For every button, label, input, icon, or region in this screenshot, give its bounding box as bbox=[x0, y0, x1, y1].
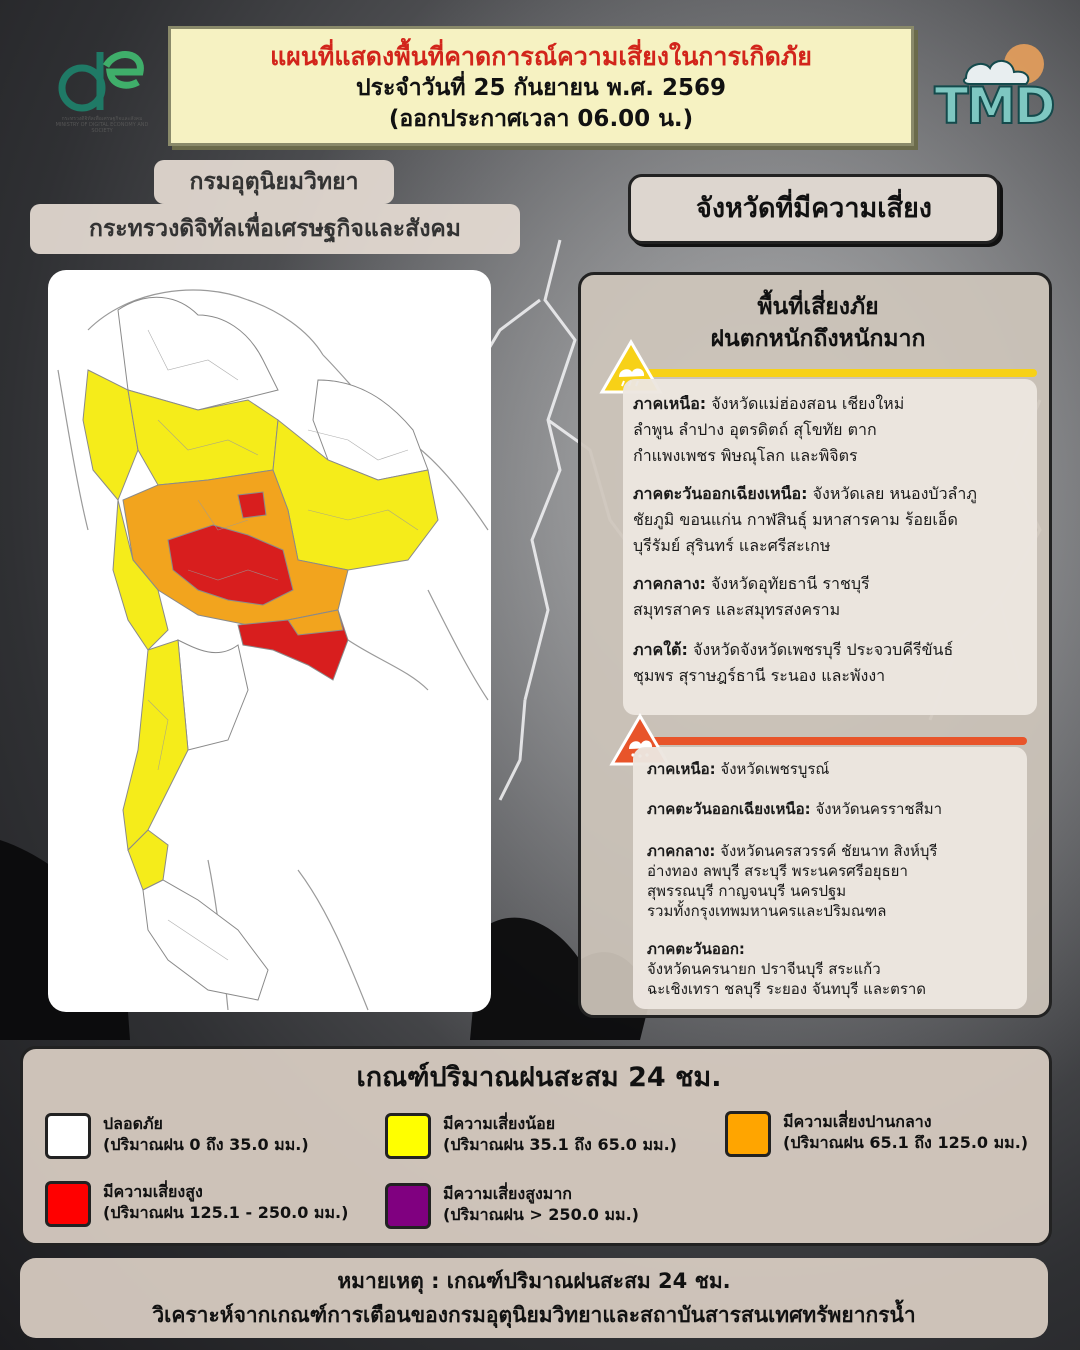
legend bbox=[20, 1046, 1052, 1246]
legend-swatch-very-high bbox=[385, 1183, 431, 1229]
low-region-1 bbox=[633, 481, 1033, 559]
ministry-logo-caption: กระทรวงดิจิทัลเพื่อเศรษฐกิจและสังคม MINISTRY OF DIGITAL ECONOMY AND SOCIETY bbox=[55, 116, 149, 134]
high-region-provinces: จังหวัดนครนายก ปราจีนบุรี สระแก้ว bbox=[647, 960, 881, 978]
low-region-provinces: จังหวัดอุทัยธานี ราชบุรี bbox=[711, 574, 870, 593]
low-region-provinces: จังหวัดแม่ฮ่องสอน เชียงใหม่ bbox=[711, 394, 905, 413]
high-region-provinces: สุพรรณบุรี กาญจนบุรี นครปฐม bbox=[647, 882, 847, 900]
low-region-name: ภาคใต้: bbox=[633, 640, 688, 659]
tmd-logo-text: TMD bbox=[934, 77, 1054, 135]
low-region-provinces: ชุมพร สุราษฎร์ธานี ระนอง และพังงา bbox=[633, 666, 886, 685]
footnote bbox=[20, 1258, 1048, 1338]
high-region-line bbox=[647, 799, 1047, 819]
low-region-provinces: จังหวัดเลย หนองบัวลำภู bbox=[812, 484, 977, 503]
high-region-2 bbox=[647, 841, 1047, 921]
low-region-name: ภาคเหนือ: bbox=[633, 394, 707, 413]
department-name: กรมอุตุนิยมวิทยา bbox=[154, 160, 394, 204]
legend-range-safe: (ปริมาณฝน 0 ถึง 35.0 มม.) bbox=[103, 1135, 309, 1154]
high-region-provinces: จังหวัดเพชรบูรณ์ bbox=[720, 760, 830, 778]
legend-range-moderate: (ปริมาณฝน 65.1 ถึง 125.0 มม.) bbox=[783, 1133, 1029, 1152]
high-region-line bbox=[647, 861, 1047, 881]
hazard-heading-line1: พื้นที่เสี่ยงภัย bbox=[757, 294, 879, 320]
high-risk-bar bbox=[641, 737, 1027, 745]
high-region-line bbox=[647, 881, 1047, 901]
high-region-name: ภาคตะวันออก: bbox=[647, 940, 745, 958]
header-title-box bbox=[168, 26, 914, 146]
de-logo-icon bbox=[52, 42, 152, 116]
low-region-name: ภาคตะวันออกเฉียงเหนือ: bbox=[633, 484, 808, 503]
low-region-line bbox=[633, 571, 1033, 597]
high-region-line bbox=[647, 901, 1047, 921]
high-region-line bbox=[647, 979, 1047, 999]
legend-label-high: มีความเสี่ยงสูง bbox=[103, 1182, 203, 1201]
risk-provinces-title: จังหวัดที่มีความเสี่ยง bbox=[628, 174, 1000, 244]
low-region-line bbox=[633, 417, 1033, 443]
low-region-provinces: กำแพงเพชร พิษณุโลก และพิจิตร bbox=[633, 446, 858, 465]
low-region-line bbox=[633, 443, 1033, 469]
low-region-line bbox=[633, 637, 1033, 663]
legend-title: เกณฑ์ปริมาณฝนสะสม 24 ชม. bbox=[356, 1062, 722, 1093]
high-region-provinces: จังหวัดนครราชสีมา bbox=[815, 800, 943, 818]
low-region-3 bbox=[633, 637, 1033, 689]
legend-range-very-high: (ปริมาณฝน > 250.0 มม.) bbox=[443, 1205, 639, 1224]
legend-label-low: มีความเสี่ยงน้อย bbox=[443, 1114, 556, 1133]
issue-time: (ออกประกาศเวลา 06.00 น.) bbox=[388, 106, 694, 132]
legend-swatch-low bbox=[385, 1113, 431, 1159]
legend-range-high: (ปริมาณฝน 125.1 - 250.0 มม.) bbox=[103, 1203, 349, 1222]
legend-label-moderate: มีความเสี่ยงปานกลาง bbox=[783, 1112, 932, 1131]
high-region-3 bbox=[647, 939, 1047, 999]
low-region-provinces: จังหวัดจังหวัดเพชรบุรี ประจวบคีรีขันธ์ bbox=[692, 640, 954, 659]
high-region-name: ภาคตะวันออกเฉียงเหนือ: bbox=[647, 800, 811, 818]
high-region-provinces: อ่างทอง ลพบุรี สระบุรี พระนครศรีอยุธยา bbox=[647, 862, 908, 880]
low-region-name: ภาคกลาง: bbox=[633, 574, 706, 593]
low-region-line bbox=[633, 507, 1033, 533]
high-region-line bbox=[647, 841, 1047, 861]
legend-label-very-high: มีความเสี่ยงสูงมาก bbox=[443, 1184, 572, 1203]
low-region-0 bbox=[633, 391, 1033, 469]
thailand-risk-map bbox=[48, 270, 491, 1012]
hazard-heading-line2: ฝนตกหนักถึงหนักมาก bbox=[710, 326, 926, 352]
hazard-panel bbox=[578, 272, 1052, 1018]
low-region-provinces: บุรีรัมย์ สุรินทร์ และศรีสะเกษ bbox=[633, 536, 831, 555]
low-region-provinces: สมุทรสาคร และสมุทรสงคราม bbox=[633, 600, 841, 619]
map-svg bbox=[48, 270, 491, 1012]
low-region-line bbox=[633, 533, 1033, 559]
high-region-provinces: รวมทั้งกรุงเทพมหานครและปริมณฑล bbox=[647, 902, 887, 920]
page-title: แผนที่แสดงพื้นที่คาดการณ์ความเสี่ยงในการเกิดภัย bbox=[270, 42, 812, 71]
legend-label-safe: ปลอดภัย bbox=[103, 1114, 163, 1133]
low-region-line bbox=[633, 597, 1033, 623]
low-region-line bbox=[633, 391, 1033, 417]
issue-date: ประจำวันที่ 25 กันยายน พ.ศ. 2569 bbox=[355, 75, 727, 101]
footnote-line1: หมายเหตุ : เกณฑ์ปริมาณฝนสะสม 24 ชม. bbox=[337, 1269, 731, 1293]
high-region-line bbox=[647, 959, 1047, 979]
ministry-logo bbox=[52, 42, 152, 138]
high-region-1 bbox=[647, 799, 1047, 819]
low-risk-bar bbox=[641, 369, 1037, 377]
thailand-provinces bbox=[83, 297, 438, 1000]
low-region-line bbox=[633, 663, 1033, 689]
high-region-provinces: ฉะเชิงเทรา ชลบุรี ระยอง จันทบุรี และตราด bbox=[647, 980, 927, 998]
footnote-line2: วิเคราะห์จากเกณฑ์การเตือนของกรมอุตุนิยมวิทยาและสถาบันสารสนเทศทรัพยากรน้ำ bbox=[152, 1303, 916, 1327]
high-region-line bbox=[647, 759, 1047, 779]
high-region-line bbox=[647, 939, 1047, 959]
legend-swatch-moderate bbox=[725, 1111, 771, 1157]
low-region-provinces: ชัยภูมิ ขอนแก่น กาฬสินธุ์ มหาสารคาม ร้อยเอ็ด bbox=[633, 510, 958, 529]
low-region-provinces: ลำพูน ลำปาง อุตรดิตถ์ สุโขทัย ตาก bbox=[633, 420, 877, 439]
tmd-logo bbox=[926, 38, 1062, 135]
high-region-0 bbox=[647, 759, 1047, 779]
legend-range-low: (ปริมาณฝน 35.1 ถึง 65.0 มม.) bbox=[443, 1135, 677, 1154]
low-region-2 bbox=[633, 571, 1033, 623]
legend-swatch-safe bbox=[45, 1113, 91, 1159]
high-region-provinces: จังหวัดนครสวรรค์ ชัยนาท สิงห์บุรี bbox=[720, 842, 938, 860]
legend-swatch-high bbox=[45, 1181, 91, 1227]
high-region-name: ภาคเหนือ: bbox=[647, 760, 716, 778]
high-region-name: ภาคกลาง: bbox=[647, 842, 716, 860]
low-region-line bbox=[633, 481, 1033, 507]
ministry-name: กระทรวงดิจิทัลเพื่อเศรษฐกิจและสังคม bbox=[30, 204, 520, 254]
